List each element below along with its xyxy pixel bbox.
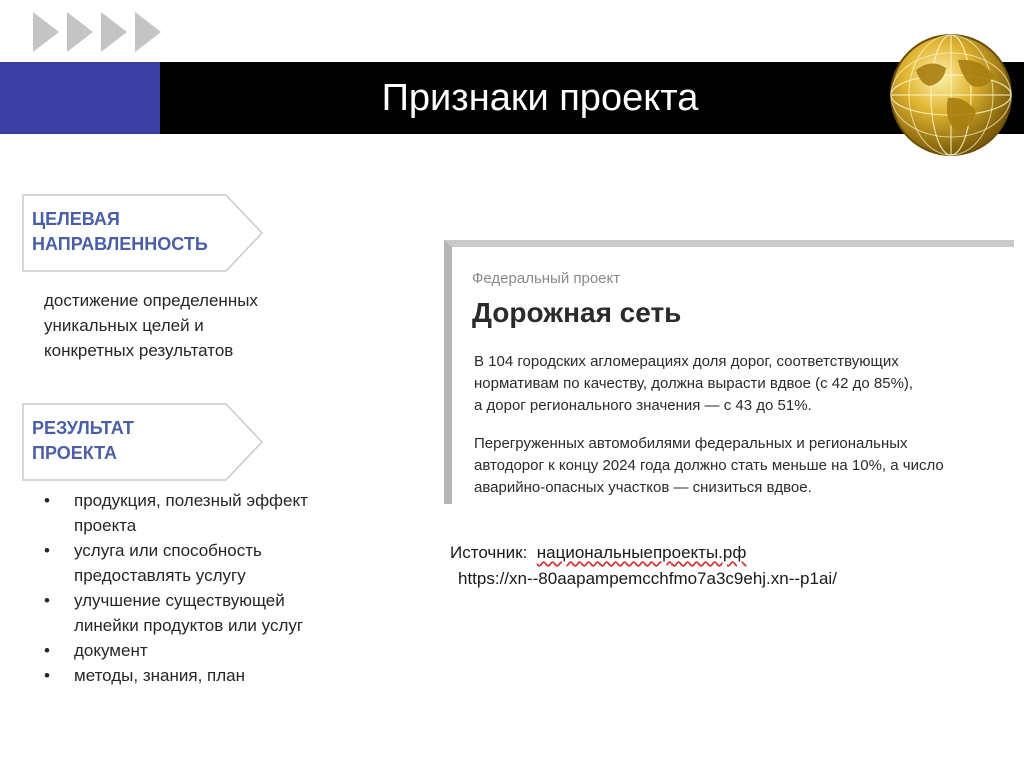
list-item-text: документ xyxy=(74,641,148,660)
card-title: Дорожная сеть xyxy=(472,297,682,328)
list-item xyxy=(40,538,380,588)
tag-label: РЕЗУЛЬТАТ ПРОЕКТА xyxy=(32,418,134,463)
chevron-right-icon xyxy=(33,12,59,52)
list-item xyxy=(40,638,380,663)
list-item-text: улучшение существующей линейки продуктов или услуг xyxy=(74,591,304,635)
card-paragraph: Перегруженных автомобилями федеральных и региональных автодорог к концу 2024 года должно стать меньше на 10%, а число аварийно-опасных участков — снизиться вдвое. xyxy=(474,435,944,496)
tag-project-result xyxy=(22,403,264,481)
chevron-right-icon xyxy=(67,12,93,52)
list-item xyxy=(40,488,380,538)
tag-label: ЦЕЛЕВАЯ НАПРАВЛЕННОСТЬ xyxy=(32,209,208,254)
card-subtitle: Федеральный проект xyxy=(472,270,621,287)
list-item-text: продукция, полезный эффект проекта xyxy=(74,491,308,535)
source-line xyxy=(450,540,746,565)
chevron-right-icon xyxy=(33,12,173,52)
list-item xyxy=(40,663,380,688)
bullet-icon: • xyxy=(44,541,50,560)
bullet-icon: • xyxy=(44,641,50,660)
slide-title: Признаки проекта xyxy=(381,77,699,119)
tag-target-orientation xyxy=(22,194,264,272)
card-paragraph: В 104 городских агломерациях доля дорог, соответствующих нормативам по качеству, должна вырасти вдвое (с 42 до 85%), а дорог регионального значения — с 43 до 51%. xyxy=(474,353,914,414)
result-list xyxy=(40,488,380,688)
list-item-text: услуга или способность предоставлять услугу xyxy=(74,541,262,585)
federal-project-card xyxy=(444,240,1014,504)
list-item xyxy=(40,588,380,638)
globe-icon xyxy=(886,30,1016,160)
chevron-right-icon xyxy=(101,12,127,52)
source-label: Источник: xyxy=(450,543,528,562)
source-site-link[interactable]: национальныепроекты.рф xyxy=(536,543,747,562)
bullet-icon: • xyxy=(44,591,50,610)
bullet-icon: • xyxy=(44,491,50,510)
header-accent-block xyxy=(0,62,160,134)
bullet-icon: • xyxy=(44,666,50,685)
target-description: достижение определенных уникальных целей и конкретных результатов xyxy=(44,291,258,360)
list-item-text: методы, знания, план xyxy=(74,666,245,685)
chevron-right-icon xyxy=(135,12,161,52)
source-url-link[interactable]: https://xn--80aapampemcchfmo7a3c9ehj.xn--p1ai/ xyxy=(458,569,837,588)
